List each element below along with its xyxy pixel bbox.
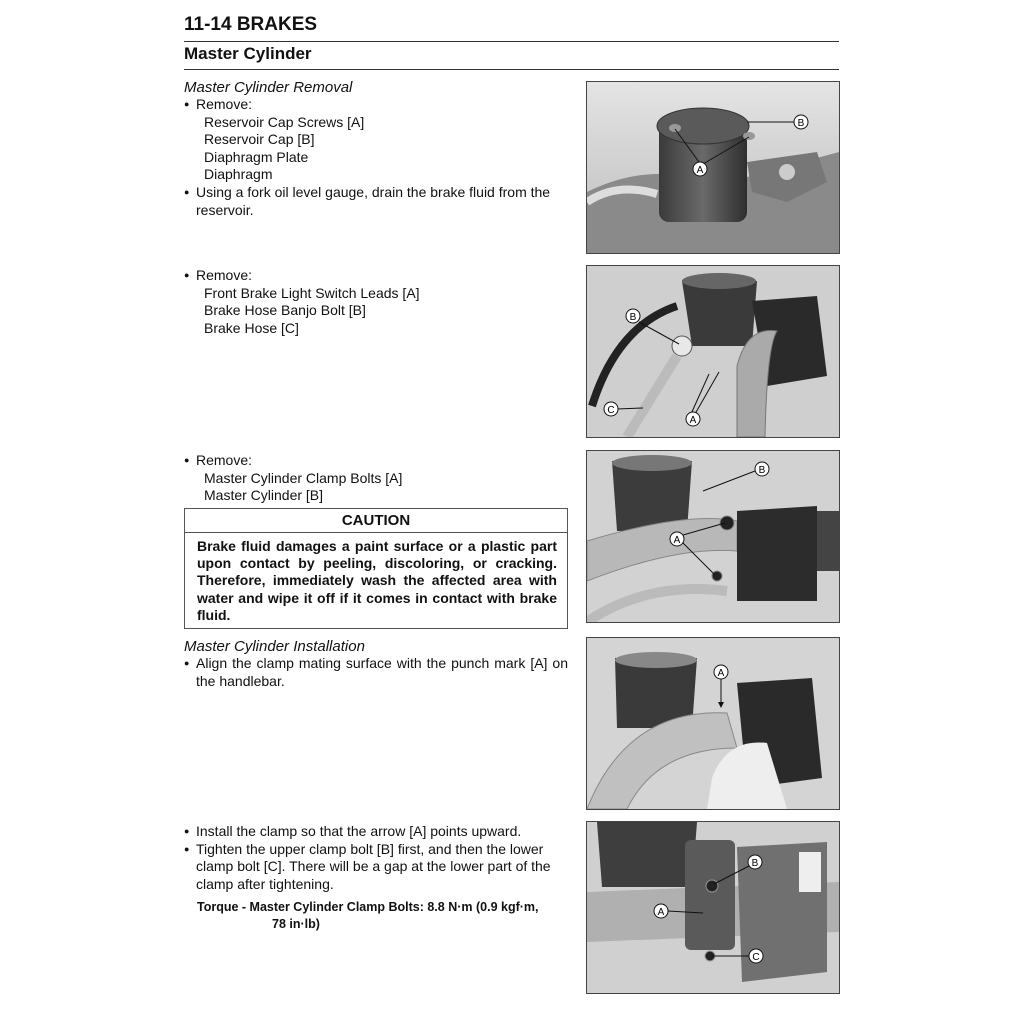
install-clamp-bullet: ● Install the clamp so that the arrow [A] points upward. xyxy=(184,823,568,841)
header-rule xyxy=(184,41,839,42)
list-item: Diaphragm Plate xyxy=(204,148,309,165)
list-item: Front Brake Light Switch Leads [A] xyxy=(204,284,420,301)
page-title: Master Cylinder xyxy=(184,44,312,63)
torque-spec xyxy=(184,899,568,933)
punch-mark-photo xyxy=(587,638,839,809)
svg-text:A: A xyxy=(696,165,704,176)
remove-bullet: ● Remove: xyxy=(184,267,574,285)
brake-hose-photo xyxy=(587,266,839,437)
svg-text:C: C xyxy=(607,405,615,416)
svg-text:A: A xyxy=(657,907,665,918)
remove-bullet: ● Remove: xyxy=(184,96,574,114)
installation-section xyxy=(184,638,568,690)
list-item: Diaphragm xyxy=(204,166,273,183)
torque-line1: Torque - Master Cylinder Clamp Bolts: 8.8 N·m (0.9 kgf·m, xyxy=(197,900,539,915)
svg-text:B: B xyxy=(758,465,766,476)
svg-text:B: B xyxy=(751,858,759,869)
list-item: Reservoir Cap [B] xyxy=(204,131,315,148)
list-item: Master Cylinder Clamp Bolts [A] xyxy=(204,469,403,486)
removal-section xyxy=(184,79,574,219)
caution-box xyxy=(184,508,568,629)
list-item: Reservoir Cap Screws [A] xyxy=(204,113,365,130)
installation-steps xyxy=(184,823,568,933)
caution-title: CAUTION xyxy=(185,509,567,533)
clamp-bolts-photo xyxy=(587,451,839,622)
section-title: 11-14 BRAKES xyxy=(184,14,318,35)
svg-text:A: A xyxy=(689,415,697,426)
removal-heading: Master Cylinder Removal xyxy=(184,79,353,96)
svg-text:B: B xyxy=(797,118,805,129)
title-rule xyxy=(184,69,839,70)
list-item: Brake Hose [C] xyxy=(204,319,299,336)
svg-text:B: B xyxy=(629,312,637,323)
drain-bullet xyxy=(184,184,574,219)
tighten-bullet: ● Tighten the upper clamp bolt [B] first, and then the lower clamp bolt [C]. There will be a gap at the lower part of the clamp after tightening. xyxy=(184,841,568,894)
removal-step-hose xyxy=(184,267,574,337)
removal-step-cylinder xyxy=(184,452,574,505)
figure-clamp-install xyxy=(586,821,840,994)
reservoir-cap-photo xyxy=(587,82,839,253)
figure-reservoir-cap xyxy=(586,81,840,254)
list-item: Master Cylinder [B] xyxy=(204,487,324,504)
clamp-install-photo xyxy=(587,822,839,993)
align-bullet: ● Align the clamp mating surface with the punch mark [A] on the handlebar. xyxy=(184,655,568,690)
installation-heading: Master Cylinder Installation xyxy=(184,638,365,655)
svg-text:C: C xyxy=(752,952,760,963)
figure-punch-mark xyxy=(586,637,840,810)
svg-text:A: A xyxy=(717,668,725,679)
list-item: Brake Hose Banjo Bolt [B] xyxy=(204,302,366,319)
caution-text: Brake fluid damages a paint surface or a plastic part upon contact by peeling, discoloring, or cracking. Therefore, immediately wash the affected area with water and wipe it off if it comes in contact with brake fluid. xyxy=(197,538,557,623)
figure-brake-hose xyxy=(586,265,840,438)
drain-line1: Using a fork oil level gauge, drain the brake fluid from the xyxy=(196,183,551,200)
torque-line2: 78 in·lb) xyxy=(272,917,320,932)
remove-bullet: ● Remove: xyxy=(184,452,574,470)
svg-text:A: A xyxy=(673,535,681,546)
drain-line2: reservoir. xyxy=(196,201,254,218)
figure-clamp-bolts xyxy=(586,450,840,623)
